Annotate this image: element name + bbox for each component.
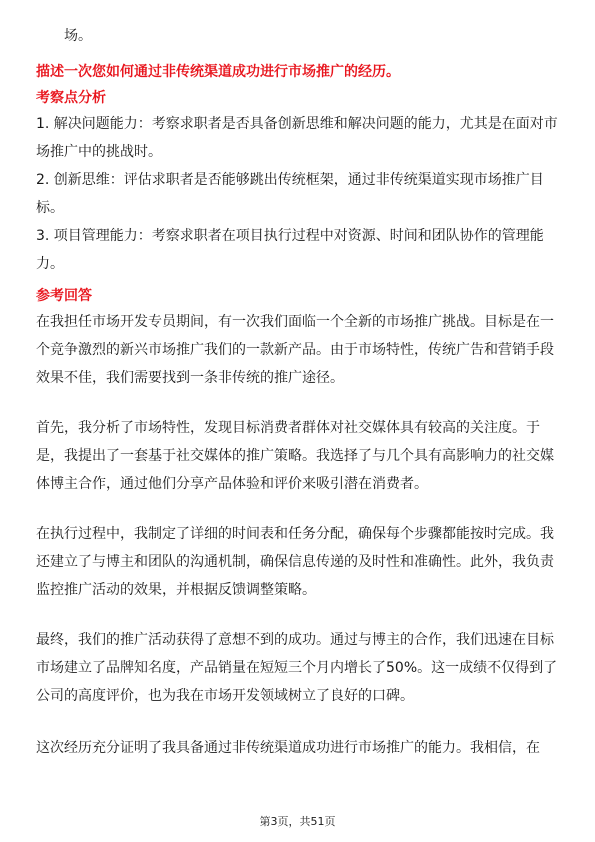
page-number-footer: 第3页，共51页 xyxy=(259,815,336,828)
answer-heading: 参考回答 xyxy=(36,288,92,304)
continuation-text: 场。 xyxy=(64,28,92,44)
analysis-point-3: 3. 项目管理能力：考察求职者在项目执行过程中对资源、时间和团队协作的管理能力。 xyxy=(36,228,544,272)
paragraph-gap xyxy=(36,710,559,734)
answer-paragraph-2: 首先，我分析了市场特性，发现目标消费者群体对社交媒体具有较高的关注度。于是，我提出了一套基于社交媒体的推广策略。我选择了与几个具有高影响力的社交媒体博主合作，通过他们分享产品体验和评价来吸引潜在消费者。 xyxy=(36,420,554,492)
answer-paragraph-5: 这次经历充分证明了我具备通过非传统渠道成功进行市场推广的能力。我相信，在 xyxy=(36,740,540,756)
question-title: 描述一次您如何通过非传统渠道成功进行市场推广的经历。 xyxy=(36,64,400,80)
analysis-point-2: 2. 创新思维：评估求职者是否能够跳出传统框架，通过非传统渠道实现市场推广目标。 xyxy=(36,172,544,216)
page-content xyxy=(36,22,559,762)
paragraph-gap xyxy=(36,604,559,626)
analysis-point-1: 1. 解决问题能力：考察求职者是否具备创新思维和解决问题的能力，尤其是在面对市场推广中的挑战时。 xyxy=(36,116,558,160)
paragraph-gap xyxy=(36,498,559,520)
paragraph-gap xyxy=(36,392,559,414)
answer-paragraph-4: 最终，我们的推广活动获得了意想不到的成功。通过与博主的合作，我们迅速在目标市场建立了品牌知名度，产品销量在短短三个月内增长了50%。这一成绩不仅得到了公司的高度评价，也为我在市场开发领域树立了良好的口碑。 xyxy=(36,632,558,704)
answer-paragraph-3: 在执行过程中，我制定了详细的时间表和任务分配，确保每个步骤都能按时完成。我还建立了与博主和团队的沟通机制，确保信息传递的及时性和准确性。此外，我负责监控推广活动的效果，并根据反馈调整策略。 xyxy=(36,526,554,598)
answer-paragraph-1: 在我担任市场开发专员期间，有一次我们面临一个全新的市场推广挑战。目标是在一个竞争激烈的新兴市场推广我们的一款新产品。由于市场特性，传统广告和营销手段效果不佳，我们需要找到一条非传统的推广途径。 xyxy=(36,314,554,386)
analysis-heading: 考察点分析 xyxy=(36,90,106,106)
